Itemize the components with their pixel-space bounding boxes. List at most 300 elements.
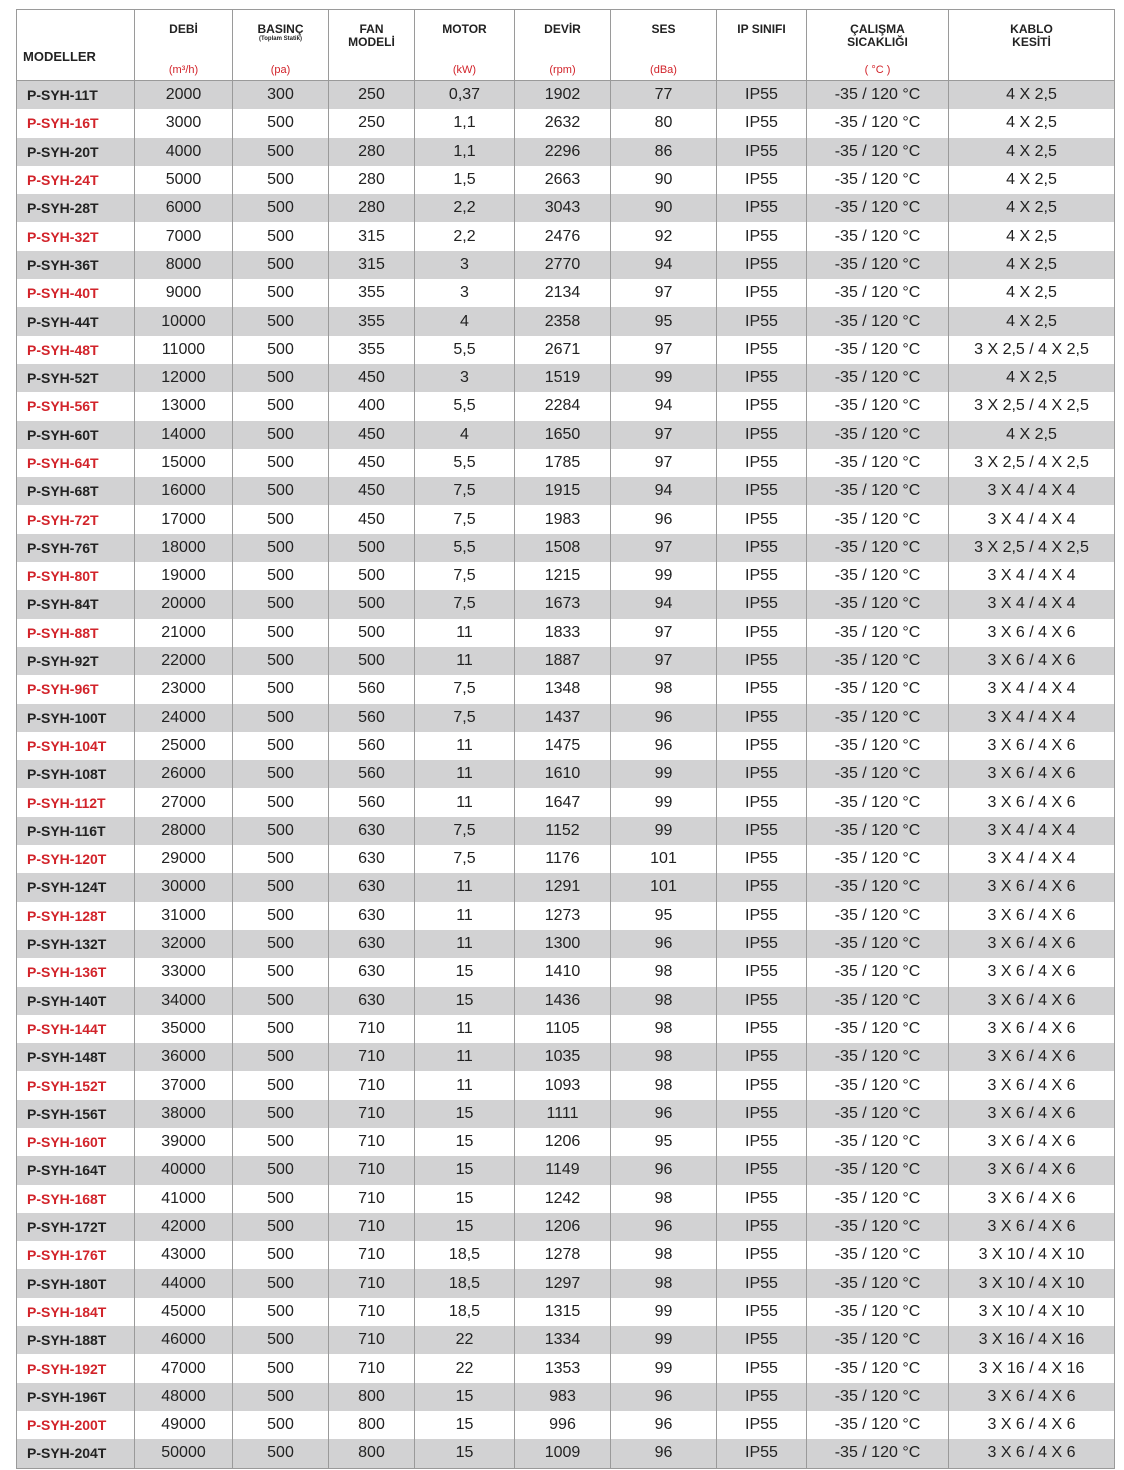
cell-basinc: 500 xyxy=(233,336,329,364)
cell-model: P-SYH-104T xyxy=(17,732,135,760)
table-row xyxy=(17,477,1115,505)
cell-basinc: 500 xyxy=(233,1326,329,1354)
cell-ip: IP55 xyxy=(717,675,807,703)
cell-model: P-SYH-156T xyxy=(17,1100,135,1128)
cell-motor: 4 xyxy=(415,421,515,449)
table-row xyxy=(17,1156,1115,1184)
table-row xyxy=(17,902,1115,930)
cell-basinc: 500 xyxy=(233,364,329,392)
cell-model: P-SYH-80T xyxy=(17,562,135,590)
cell-ip: IP55 xyxy=(717,1411,807,1439)
table-row xyxy=(17,279,1115,307)
cell-debi: 36000 xyxy=(135,1043,233,1071)
cell-devir: 2770 xyxy=(515,251,611,279)
cell-ip: IP55 xyxy=(717,1185,807,1213)
cell-devir: 2284 xyxy=(515,392,611,420)
cell-ip: IP55 xyxy=(717,873,807,901)
cell-ses: 97 xyxy=(611,534,717,562)
cell-devir: 1519 xyxy=(515,364,611,392)
cell-model: P-SYH-144T xyxy=(17,1015,135,1043)
cell-debi: 48000 xyxy=(135,1383,233,1411)
cell-kablo: 3 X 4 / 4 X 4 xyxy=(949,817,1115,845)
cell-kablo: 3 X 6 / 4 X 6 xyxy=(949,930,1115,958)
cell-ses: 94 xyxy=(611,477,717,505)
cell-ip: IP55 xyxy=(717,364,807,392)
cell-debi: 9000 xyxy=(135,279,233,307)
cell-ip: IP55 xyxy=(717,619,807,647)
cell-devir: 2476 xyxy=(515,222,611,250)
cell-fan: 710 xyxy=(329,1128,415,1156)
cell-sicaklik: -35 / 120 °C xyxy=(807,1128,949,1156)
cell-devir: 1278 xyxy=(515,1241,611,1269)
cell-debi: 24000 xyxy=(135,704,233,732)
cell-ses: 97 xyxy=(611,619,717,647)
cell-kablo: 3 X 6 / 4 X 6 xyxy=(949,1213,1115,1241)
table-row xyxy=(17,1298,1115,1326)
cell-basinc: 500 xyxy=(233,704,329,732)
cell-devir: 1093 xyxy=(515,1071,611,1099)
cell-basinc: 500 xyxy=(233,1298,329,1326)
cell-motor: 11 xyxy=(415,902,515,930)
cell-fan: 710 xyxy=(329,1298,415,1326)
table-row xyxy=(17,109,1115,137)
cell-kablo: 4 X 2,5 xyxy=(949,138,1115,166)
cell-fan: 355 xyxy=(329,279,415,307)
cell-ip: IP55 xyxy=(717,562,807,590)
cell-ip: IP55 xyxy=(717,1043,807,1071)
table-row xyxy=(17,222,1115,250)
table-row xyxy=(17,336,1115,364)
cell-sicaklik: -35 / 120 °C xyxy=(807,222,949,250)
cell-ses: 97 xyxy=(611,336,717,364)
cell-debi: 7000 xyxy=(135,222,233,250)
cell-kablo: 4 X 2,5 xyxy=(949,279,1115,307)
cell-ip: IP55 xyxy=(717,138,807,166)
cell-ip: IP55 xyxy=(717,590,807,618)
cell-sicaklik: -35 / 120 °C xyxy=(807,562,949,590)
cell-debi: 46000 xyxy=(135,1326,233,1354)
table-row xyxy=(17,1326,1115,1354)
table-row xyxy=(17,1439,1115,1468)
table-row xyxy=(17,449,1115,477)
cell-ip: IP55 xyxy=(717,81,807,110)
cell-ses: 94 xyxy=(611,251,717,279)
cell-motor: 4 xyxy=(415,307,515,335)
cell-devir: 1176 xyxy=(515,845,611,873)
cell-model: P-SYH-204T xyxy=(17,1439,135,1468)
cell-debi: 40000 xyxy=(135,1156,233,1184)
cell-model: P-SYH-48T xyxy=(17,336,135,364)
header-debi-unit: (m³/h) xyxy=(168,64,199,76)
cell-ses: 99 xyxy=(611,760,717,788)
cell-ses: 98 xyxy=(611,1241,717,1269)
cell-kablo: 3 X 6 / 4 X 6 xyxy=(949,1383,1115,1411)
cell-fan: 710 xyxy=(329,1241,415,1269)
cell-motor: 7,5 xyxy=(415,562,515,590)
cell-sicaklik: -35 / 120 °C xyxy=(807,619,949,647)
cell-fan: 630 xyxy=(329,987,415,1015)
cell-basinc: 500 xyxy=(233,930,329,958)
table-row xyxy=(17,675,1115,703)
cell-fan: 710 xyxy=(329,1015,415,1043)
cell-devir: 1983 xyxy=(515,505,611,533)
header-kablo-label: KABLO KESİTİ xyxy=(1010,22,1053,49)
cell-fan: 450 xyxy=(329,449,415,477)
cell-motor: 7,5 xyxy=(415,505,515,533)
cell-motor: 15 xyxy=(415,1128,515,1156)
cell-ip: IP55 xyxy=(717,1241,807,1269)
cell-model: P-SYH-100T xyxy=(17,704,135,732)
cell-motor: 15 xyxy=(415,1213,515,1241)
cell-fan: 710 xyxy=(329,1100,415,1128)
cell-basinc: 500 xyxy=(233,619,329,647)
cell-ses: 98 xyxy=(611,1015,717,1043)
cell-motor: 18,5 xyxy=(415,1241,515,1269)
cell-ses: 96 xyxy=(611,1439,717,1468)
cell-kablo: 3 X 6 / 4 X 6 xyxy=(949,732,1115,760)
header-ses-unit: (dBa) xyxy=(650,64,677,76)
cell-kablo: 3 X 6 / 4 X 6 xyxy=(949,958,1115,986)
cell-fan: 560 xyxy=(329,704,415,732)
cell-fan: 500 xyxy=(329,534,415,562)
cell-kablo: 3 X 4 / 4 X 4 xyxy=(949,590,1115,618)
cell-ip: IP55 xyxy=(717,817,807,845)
cell-kablo: 3 X 10 / 4 X 10 xyxy=(949,1298,1115,1326)
cell-debi: 3000 xyxy=(135,109,233,137)
cell-kablo: 3 X 4 / 4 X 4 xyxy=(949,845,1115,873)
cell-kablo: 3 X 10 / 4 X 10 xyxy=(949,1241,1115,1269)
cell-fan: 710 xyxy=(329,1213,415,1241)
cell-ip: IP55 xyxy=(717,222,807,250)
cell-ip: IP55 xyxy=(717,732,807,760)
cell-devir: 1206 xyxy=(515,1128,611,1156)
cell-ses: 95 xyxy=(611,307,717,335)
cell-fan: 710 xyxy=(329,1185,415,1213)
cell-ses: 96 xyxy=(611,1156,717,1184)
cell-fan: 560 xyxy=(329,788,415,816)
cell-devir: 2663 xyxy=(515,166,611,194)
cell-ip: IP55 xyxy=(717,109,807,137)
cell-basinc: 500 xyxy=(233,958,329,986)
cell-ip: IP55 xyxy=(717,1269,807,1297)
cell-debi: 12000 xyxy=(135,364,233,392)
cell-sicaklik: -35 / 120 °C xyxy=(807,1298,949,1326)
cell-ip: IP55 xyxy=(717,194,807,222)
cell-model: P-SYH-128T xyxy=(17,902,135,930)
cell-devir: 2358 xyxy=(515,307,611,335)
cell-debi: 10000 xyxy=(135,307,233,335)
cell-ses: 98 xyxy=(611,675,717,703)
cell-kablo: 3 X 6 / 4 X 6 xyxy=(949,1411,1115,1439)
cell-model: P-SYH-56T xyxy=(17,392,135,420)
cell-basinc: 500 xyxy=(233,421,329,449)
header-motor-label: MOTOR xyxy=(442,22,487,36)
table-row xyxy=(17,194,1115,222)
cell-devir: 1353 xyxy=(515,1354,611,1382)
cell-sicaklik: -35 / 120 °C xyxy=(807,788,949,816)
cell-devir: 1152 xyxy=(515,817,611,845)
cell-ip: IP55 xyxy=(717,1383,807,1411)
cell-debi: 31000 xyxy=(135,902,233,930)
cell-basinc: 500 xyxy=(233,307,329,335)
cell-ses: 94 xyxy=(611,392,717,420)
cell-devir: 1650 xyxy=(515,421,611,449)
cell-basinc: 500 xyxy=(233,1156,329,1184)
cell-model: P-SYH-140T xyxy=(17,987,135,1015)
header-sicaklik-label: ÇALIŞMA SICAKLIĞI xyxy=(847,22,908,49)
cell-sicaklik: -35 / 120 °C xyxy=(807,1411,949,1439)
cell-motor: 5,5 xyxy=(415,336,515,364)
cell-ses: 98 xyxy=(611,1269,717,1297)
table-row xyxy=(17,845,1115,873)
cell-basinc: 500 xyxy=(233,873,329,901)
cell-ses: 90 xyxy=(611,166,717,194)
cell-sicaklik: -35 / 120 °C xyxy=(807,760,949,788)
cell-sicaklik: -35 / 120 °C xyxy=(807,958,949,986)
cell-debi: 20000 xyxy=(135,590,233,618)
cell-model: P-SYH-168T xyxy=(17,1185,135,1213)
table-header xyxy=(17,10,1115,81)
cell-model: P-SYH-108T xyxy=(17,760,135,788)
cell-basinc: 500 xyxy=(233,449,329,477)
cell-fan: 560 xyxy=(329,760,415,788)
cell-sicaklik: -35 / 120 °C xyxy=(807,590,949,618)
cell-kablo: 3 X 2,5 / 4 X 2,5 xyxy=(949,392,1115,420)
table-row xyxy=(17,392,1115,420)
cell-ip: IP55 xyxy=(717,336,807,364)
cell-basinc: 500 xyxy=(233,647,329,675)
cell-kablo: 3 X 6 / 4 X 6 xyxy=(949,788,1115,816)
table-row xyxy=(17,647,1115,675)
cell-motor: 11 xyxy=(415,732,515,760)
cell-model: P-SYH-124T xyxy=(17,873,135,901)
cell-model: P-SYH-20T xyxy=(17,138,135,166)
cell-sicaklik: -35 / 120 °C xyxy=(807,477,949,505)
cell-model: P-SYH-152T xyxy=(17,1071,135,1099)
cell-devir: 1410 xyxy=(515,958,611,986)
cell-motor: 7,5 xyxy=(415,704,515,732)
cell-fan: 500 xyxy=(329,647,415,675)
cell-kablo: 3 X 6 / 4 X 6 xyxy=(949,873,1115,901)
cell-motor: 1,1 xyxy=(415,138,515,166)
cell-kablo: 3 X 16 / 4 X 16 xyxy=(949,1326,1115,1354)
cell-basinc: 500 xyxy=(233,505,329,533)
cell-basinc: 500 xyxy=(233,194,329,222)
table-row xyxy=(17,251,1115,279)
cell-fan: 710 xyxy=(329,1156,415,1184)
cell-devir: 1334 xyxy=(515,1326,611,1354)
cell-ses: 96 xyxy=(611,704,717,732)
table-row xyxy=(17,590,1115,618)
cell-motor: 7,5 xyxy=(415,675,515,703)
cell-ses: 95 xyxy=(611,1128,717,1156)
cell-sicaklik: -35 / 120 °C xyxy=(807,845,949,873)
cell-model: P-SYH-68T xyxy=(17,477,135,505)
cell-basinc: 500 xyxy=(233,1128,329,1156)
cell-ip: IP55 xyxy=(717,505,807,533)
cell-basinc: 500 xyxy=(233,1411,329,1439)
cell-kablo: 3 X 4 / 4 X 4 xyxy=(949,704,1115,732)
cell-sicaklik: -35 / 120 °C xyxy=(807,421,949,449)
cell-devir: 1242 xyxy=(515,1185,611,1213)
cell-ses: 99 xyxy=(611,364,717,392)
cell-devir: 2134 xyxy=(515,279,611,307)
cell-basinc: 500 xyxy=(233,109,329,137)
cell-kablo: 3 X 6 / 4 X 6 xyxy=(949,1156,1115,1184)
cell-ip: IP55 xyxy=(717,1298,807,1326)
cell-motor: 18,5 xyxy=(415,1269,515,1297)
cell-fan: 500 xyxy=(329,590,415,618)
cell-model: P-SYH-112T xyxy=(17,788,135,816)
cell-fan: 315 xyxy=(329,251,415,279)
table-row xyxy=(17,1185,1115,1213)
header-basinc-label: BASINÇ xyxy=(257,22,304,36)
cell-devir: 1902 xyxy=(515,81,611,110)
cell-motor: 11 xyxy=(415,873,515,901)
cell-basinc: 500 xyxy=(233,534,329,562)
cell-model: P-SYH-32T xyxy=(17,222,135,250)
cell-basinc: 500 xyxy=(233,675,329,703)
cell-debi: 17000 xyxy=(135,505,233,533)
cell-sicaklik: -35 / 120 °C xyxy=(807,251,949,279)
cell-ip: IP55 xyxy=(717,1100,807,1128)
cell-model: P-SYH-148T xyxy=(17,1043,135,1071)
cell-motor: 22 xyxy=(415,1354,515,1382)
cell-motor: 3 xyxy=(415,279,515,307)
cell-ip: IP55 xyxy=(717,845,807,873)
cell-kablo: 3 X 6 / 4 X 6 xyxy=(949,647,1115,675)
cell-model: P-SYH-84T xyxy=(17,590,135,618)
cell-ses: 96 xyxy=(611,505,717,533)
cell-fan: 450 xyxy=(329,364,415,392)
cell-debi: 43000 xyxy=(135,1241,233,1269)
cell-ses: 99 xyxy=(611,562,717,590)
header-basinc-unit: (pa) xyxy=(270,64,291,76)
cell-model: P-SYH-96T xyxy=(17,675,135,703)
cell-basinc: 500 xyxy=(233,590,329,618)
cell-sicaklik: -35 / 120 °C xyxy=(807,1213,949,1241)
cell-ses: 98 xyxy=(611,1043,717,1071)
cell-motor: 11 xyxy=(415,619,515,647)
cell-debi: 38000 xyxy=(135,1100,233,1128)
cell-ip: IP55 xyxy=(717,760,807,788)
cell-model: P-SYH-196T xyxy=(17,1383,135,1411)
cell-basinc: 500 xyxy=(233,251,329,279)
cell-devir: 1206 xyxy=(515,1213,611,1241)
cell-basinc: 500 xyxy=(233,279,329,307)
header-sicaklik-unit: ( °C ) xyxy=(864,64,891,76)
cell-model: P-SYH-120T xyxy=(17,845,135,873)
cell-model: P-SYH-24T xyxy=(17,166,135,194)
cell-motor: 7,5 xyxy=(415,590,515,618)
cell-devir: 1300 xyxy=(515,930,611,958)
cell-kablo: 3 X 2,5 / 4 X 2,5 xyxy=(949,449,1115,477)
cell-debi: 14000 xyxy=(135,421,233,449)
cell-kablo: 3 X 4 / 4 X 4 xyxy=(949,505,1115,533)
cell-motor: 11 xyxy=(415,930,515,958)
cell-devir: 1315 xyxy=(515,1298,611,1326)
cell-model: P-SYH-172T xyxy=(17,1213,135,1241)
cell-ses: 99 xyxy=(611,817,717,845)
cell-kablo: 4 X 2,5 xyxy=(949,222,1115,250)
cell-debi: 19000 xyxy=(135,562,233,590)
cell-motor: 11 xyxy=(415,788,515,816)
cell-fan: 250 xyxy=(329,109,415,137)
cell-model: P-SYH-184T xyxy=(17,1298,135,1326)
cell-fan: 710 xyxy=(329,1269,415,1297)
cell-motor: 15 xyxy=(415,1185,515,1213)
cell-sicaklik: -35 / 120 °C xyxy=(807,1015,949,1043)
cell-basinc: 300 xyxy=(233,81,329,110)
table-row xyxy=(17,1043,1115,1071)
cell-fan: 400 xyxy=(329,392,415,420)
cell-kablo: 3 X 6 / 4 X 6 xyxy=(949,619,1115,647)
cell-sicaklik: -35 / 120 °C xyxy=(807,1354,949,1382)
cell-ses: 97 xyxy=(611,421,717,449)
cell-debi: 50000 xyxy=(135,1439,233,1468)
cell-sicaklik: -35 / 120 °C xyxy=(807,930,949,958)
cell-sicaklik: -35 / 120 °C xyxy=(807,279,949,307)
cell-basinc: 500 xyxy=(233,902,329,930)
cell-debi: 26000 xyxy=(135,760,233,788)
cell-devir: 996 xyxy=(515,1411,611,1439)
cell-basinc: 500 xyxy=(233,477,329,505)
cell-basinc: 500 xyxy=(233,1043,329,1071)
cell-basinc: 500 xyxy=(233,1439,329,1468)
cell-basinc: 500 xyxy=(233,845,329,873)
cell-basinc: 500 xyxy=(233,1100,329,1128)
cell-sicaklik: -35 / 120 °C xyxy=(807,1043,949,1071)
cell-debi: 49000 xyxy=(135,1411,233,1439)
cell-model: P-SYH-180T xyxy=(17,1269,135,1297)
cell-kablo: 4 X 2,5 xyxy=(949,307,1115,335)
cell-sicaklik: -35 / 120 °C xyxy=(807,675,949,703)
table-row xyxy=(17,732,1115,760)
cell-ip: IP55 xyxy=(717,477,807,505)
cell-ip: IP55 xyxy=(717,1128,807,1156)
table-row xyxy=(17,534,1115,562)
cell-model: P-SYH-136T xyxy=(17,958,135,986)
cell-ses: 92 xyxy=(611,222,717,250)
cell-ip: IP55 xyxy=(717,421,807,449)
cell-sicaklik: -35 / 120 °C xyxy=(807,1439,949,1468)
cell-ip: IP55 xyxy=(717,1071,807,1099)
table-row xyxy=(17,166,1115,194)
table-row xyxy=(17,138,1115,166)
cell-devir: 1833 xyxy=(515,619,611,647)
cell-devir: 1297 xyxy=(515,1269,611,1297)
cell-debi: 2000 xyxy=(135,81,233,110)
cell-ip: IP55 xyxy=(717,534,807,562)
header-debi-label: DEBİ xyxy=(169,22,198,36)
cell-fan: 280 xyxy=(329,138,415,166)
cell-sicaklik: -35 / 120 °C xyxy=(807,1241,949,1269)
cell-devir: 1647 xyxy=(515,788,611,816)
table-row xyxy=(17,987,1115,1015)
cell-kablo: 4 X 2,5 xyxy=(949,421,1115,449)
cell-kablo: 4 X 2,5 xyxy=(949,109,1115,137)
cell-model: P-SYH-76T xyxy=(17,534,135,562)
cell-debi: 44000 xyxy=(135,1269,233,1297)
cell-model: P-SYH-64T xyxy=(17,449,135,477)
cell-devir: 1035 xyxy=(515,1043,611,1071)
cell-ip: IP55 xyxy=(717,279,807,307)
cell-basinc: 500 xyxy=(233,222,329,250)
cell-devir: 1348 xyxy=(515,675,611,703)
table-row xyxy=(17,307,1115,335)
cell-basinc: 500 xyxy=(233,1354,329,1382)
cell-ses: 99 xyxy=(611,788,717,816)
